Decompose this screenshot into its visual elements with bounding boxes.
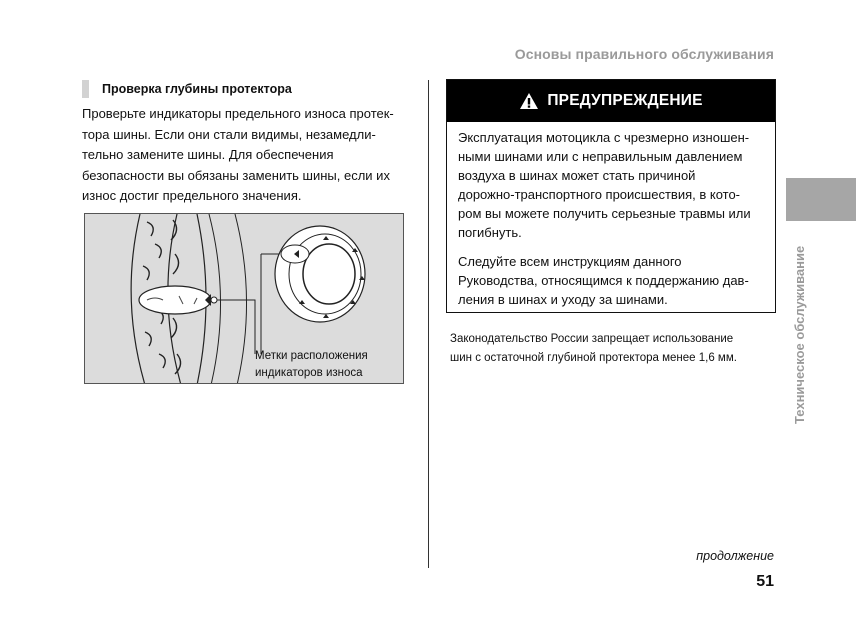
warning-line: погибнуть. (458, 225, 522, 240)
side-thumb-tab (786, 178, 856, 221)
tire-illustration (84, 213, 404, 384)
law-note (450, 330, 780, 367)
body-line: тора шины. Если они стали видимы, незамедли- (82, 126, 376, 142)
caption-line: Метки расположения (255, 350, 368, 362)
warning-paragraph-2 (458, 252, 768, 309)
body-line: безопасности вы обязаны заменить шины, если их (82, 167, 390, 183)
law-line: шин с остаточной глубиной протектора менее 1,6 мм. (450, 351, 737, 364)
caption-line: индикаторов износа (255, 367, 363, 379)
warning-line: дорожно-транспортного происшествия, в кото- (458, 187, 741, 202)
warning-line: ления в шинах и уходу за шинами. (458, 292, 668, 307)
section-marker (82, 80, 89, 98)
body-line: Проверьте индикаторы предельного износа протек- (82, 106, 394, 121)
body-paragraph (82, 104, 417, 207)
column-divider (428, 80, 429, 568)
running-header: Основы правильного обслуживания (514, 46, 774, 62)
warning-box (446, 79, 776, 313)
warning-triangle-icon (519, 92, 539, 110)
section-heading: Проверка глубины протектора (102, 82, 292, 96)
side-section-label: Техническое обслуживание (792, 245, 807, 424)
page-number: 51 (756, 573, 774, 590)
warning-line: Эксплуатация мотоцикла с чрезмерно изношен- (458, 130, 750, 145)
warning-paragraph-1 (458, 128, 768, 242)
body-line: износ достиг предельного значения. (82, 188, 302, 203)
law-line: Законодательство России запрещает использование (450, 333, 734, 345)
warning-header (447, 80, 775, 122)
warning-line: ными шинами или с неправильным давлением (458, 149, 743, 164)
warning-line: воздуха в шинах может стать причиной (458, 168, 696, 183)
continued-note: продолжение (696, 549, 774, 563)
warning-line: Руководства, относящимся к поддержанию дав- (458, 273, 749, 288)
warning-line: Следуйте всем инструкциям данного (458, 254, 682, 269)
figure-caption (255, 348, 400, 382)
body-line: тельно замените шины. Для обеспечения (82, 147, 334, 162)
warning-title: ПРЕДУПРЕЖДЕНИЕ (547, 92, 703, 109)
warning-line: ром вы можете получить серьезные травмы или (458, 206, 751, 221)
